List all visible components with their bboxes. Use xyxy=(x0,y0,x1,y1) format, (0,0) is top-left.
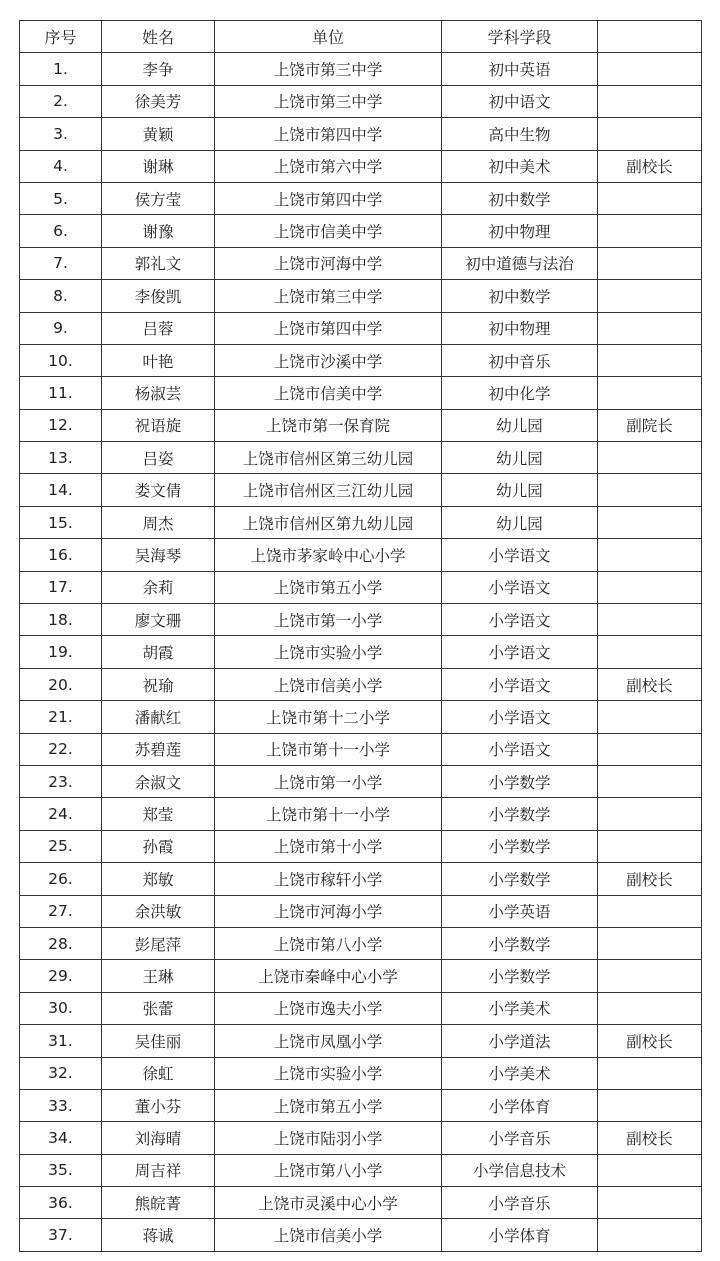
cell-subject: 小学体育 xyxy=(442,1089,598,1121)
cell-subject: 初中美术 xyxy=(442,150,598,182)
cell-note: 副院长 xyxy=(598,409,702,441)
cell-subject: 初中语文 xyxy=(442,85,598,117)
cell-name: 廖文珊 xyxy=(102,604,215,636)
cell-name: 叶艳 xyxy=(102,344,215,376)
roster-table xyxy=(19,20,702,1252)
cell-note xyxy=(598,992,702,1024)
table-row xyxy=(20,1219,702,1251)
table-row xyxy=(20,863,702,895)
cell-unit: 上饶市第六中学 xyxy=(215,150,442,182)
cell-subject: 初中英语 xyxy=(442,53,598,85)
cell-unit: 上饶市信州区三江幼儿园 xyxy=(215,474,442,506)
cell-name: 徐美芳 xyxy=(102,85,215,117)
table-row xyxy=(20,571,702,603)
cell-no: 19. xyxy=(20,636,102,668)
table-row xyxy=(20,474,702,506)
cell-note xyxy=(598,830,702,862)
cell-unit: 上饶市信美小学 xyxy=(215,1219,442,1251)
cell-name: 董小芬 xyxy=(102,1089,215,1121)
cell-no: 36. xyxy=(20,1187,102,1219)
cell-subject: 小学语文 xyxy=(442,539,598,571)
cell-subject: 小学语文 xyxy=(442,636,598,668)
cell-name: 郭礼文 xyxy=(102,247,215,279)
cell-name: 李俊凯 xyxy=(102,280,215,312)
cell-name: 熊皖菁 xyxy=(102,1187,215,1219)
cell-note xyxy=(598,344,702,376)
cell-note: 副校长 xyxy=(598,150,702,182)
cell-subject: 小学数学 xyxy=(442,798,598,830)
cell-note xyxy=(598,247,702,279)
cell-subject: 小学数学 xyxy=(442,863,598,895)
cell-unit: 上饶市第四中学 xyxy=(215,182,442,214)
cell-name: 蒋诚 xyxy=(102,1219,215,1251)
cell-name: 祝语旋 xyxy=(102,409,215,441)
cell-unit: 上饶市信美中学 xyxy=(215,215,442,247)
cell-note xyxy=(598,280,702,312)
cell-unit: 上饶市河海小学 xyxy=(215,895,442,927)
cell-subject: 初中化学 xyxy=(442,377,598,409)
cell-no: 3. xyxy=(20,118,102,150)
table-row xyxy=(20,150,702,182)
cell-name: 周吉祥 xyxy=(102,1154,215,1186)
cell-note xyxy=(598,733,702,765)
cell-name: 谢豫 xyxy=(102,215,215,247)
cell-note xyxy=(598,1057,702,1089)
table-row xyxy=(20,280,702,312)
cell-no: 8. xyxy=(20,280,102,312)
cell-subject: 小学体育 xyxy=(442,1219,598,1251)
cell-subject: 初中物理 xyxy=(442,215,598,247)
cell-name: 娄文倩 xyxy=(102,474,215,506)
cell-name: 祝瑜 xyxy=(102,668,215,700)
cell-no: 37. xyxy=(20,1219,102,1251)
table-row xyxy=(20,604,702,636)
cell-note xyxy=(598,927,702,959)
cell-note xyxy=(598,539,702,571)
cell-note xyxy=(598,636,702,668)
cell-no: 28. xyxy=(20,927,102,959)
cell-unit: 上饶市实验小学 xyxy=(215,1057,442,1089)
cell-subject: 初中数学 xyxy=(442,280,598,312)
cell-subject: 初中道德与法治 xyxy=(442,247,598,279)
cell-no: 9. xyxy=(20,312,102,344)
cell-unit: 上饶市第四中学 xyxy=(215,312,442,344)
cell-unit: 上饶市河海中学 xyxy=(215,247,442,279)
cell-note xyxy=(598,765,702,797)
table-row xyxy=(20,733,702,765)
cell-unit: 上饶市第十一小学 xyxy=(215,798,442,830)
cell-note xyxy=(598,474,702,506)
cell-no: 11. xyxy=(20,377,102,409)
cell-subject: 小学数学 xyxy=(442,765,598,797)
table-row xyxy=(20,377,702,409)
cell-unit: 上饶市灵溪中心小学 xyxy=(215,1187,442,1219)
cell-subject: 幼儿园 xyxy=(442,474,598,506)
cell-name: 李争 xyxy=(102,53,215,85)
cell-name: 吕姿 xyxy=(102,442,215,474)
table-row xyxy=(20,247,702,279)
table-row xyxy=(20,927,702,959)
cell-subject: 初中物理 xyxy=(442,312,598,344)
cell-unit: 上饶市陆羽小学 xyxy=(215,1122,442,1154)
table-row xyxy=(20,312,702,344)
cell-no: 31. xyxy=(20,1025,102,1057)
table-row xyxy=(20,765,702,797)
cell-name: 余洪敏 xyxy=(102,895,215,927)
cell-no: 33. xyxy=(20,1089,102,1121)
cell-unit: 上饶市第三中学 xyxy=(215,280,442,312)
cell-note: 副校长 xyxy=(598,668,702,700)
cell-note xyxy=(598,442,702,474)
cell-note xyxy=(598,960,702,992)
table-row xyxy=(20,506,702,538)
cell-no: 29. xyxy=(20,960,102,992)
cell-unit: 上饶市第五小学 xyxy=(215,571,442,603)
cell-no: 32. xyxy=(20,1057,102,1089)
cell-note xyxy=(598,377,702,409)
table-row xyxy=(20,344,702,376)
cell-no: 4. xyxy=(20,150,102,182)
table-row xyxy=(20,1154,702,1186)
cell-name: 吕蓉 xyxy=(102,312,215,344)
cell-name: 余淑文 xyxy=(102,765,215,797)
table-row xyxy=(20,539,702,571)
cell-name: 黄颖 xyxy=(102,118,215,150)
cell-name: 吴佳丽 xyxy=(102,1025,215,1057)
cell-subject: 小学美术 xyxy=(442,1057,598,1089)
table-row xyxy=(20,798,702,830)
cell-name: 周杰 xyxy=(102,506,215,538)
cell-note xyxy=(598,215,702,247)
cell-no: 1. xyxy=(20,53,102,85)
table-row xyxy=(20,895,702,927)
cell-name: 郑莹 xyxy=(102,798,215,830)
cell-note xyxy=(598,571,702,603)
cell-subject: 幼儿园 xyxy=(442,409,598,441)
cell-unit: 上饶市第十小学 xyxy=(215,830,442,862)
cell-no: 24. xyxy=(20,798,102,830)
cell-name: 吴海琴 xyxy=(102,539,215,571)
cell-subject: 小学信息技术 xyxy=(442,1154,598,1186)
cell-subject: 幼儿园 xyxy=(442,506,598,538)
cell-no: 12. xyxy=(20,409,102,441)
cell-unit: 上饶市第十二小学 xyxy=(215,701,442,733)
cell-no: 34. xyxy=(20,1122,102,1154)
header-unit: 单位 xyxy=(215,21,442,53)
cell-note xyxy=(598,701,702,733)
table-row xyxy=(20,442,702,474)
cell-no: 10. xyxy=(20,344,102,376)
cell-note xyxy=(598,1089,702,1121)
cell-name: 余莉 xyxy=(102,571,215,603)
cell-note xyxy=(598,182,702,214)
table-row xyxy=(20,118,702,150)
cell-unit: 上饶市茅家岭中心小学 xyxy=(215,539,442,571)
cell-subject: 初中数学 xyxy=(442,182,598,214)
cell-unit: 上饶市信州区第三幼儿园 xyxy=(215,442,442,474)
cell-subject: 小学数学 xyxy=(442,960,598,992)
cell-note xyxy=(598,895,702,927)
cell-note xyxy=(598,312,702,344)
cell-note: 副校长 xyxy=(598,863,702,895)
cell-no: 13. xyxy=(20,442,102,474)
cell-no: 30. xyxy=(20,992,102,1024)
cell-unit: 上饶市第五小学 xyxy=(215,1089,442,1121)
cell-note xyxy=(598,798,702,830)
cell-unit: 上饶市信美小学 xyxy=(215,668,442,700)
cell-no: 22. xyxy=(20,733,102,765)
cell-note: 副校长 xyxy=(598,1025,702,1057)
cell-note xyxy=(598,118,702,150)
cell-no: 16. xyxy=(20,539,102,571)
cell-unit: 上饶市逸夫小学 xyxy=(215,992,442,1024)
table-row xyxy=(20,830,702,862)
cell-no: 20. xyxy=(20,668,102,700)
cell-name: 胡霞 xyxy=(102,636,215,668)
cell-unit: 上饶市信州区第九幼儿园 xyxy=(215,506,442,538)
cell-unit: 上饶市第一保育院 xyxy=(215,409,442,441)
cell-name: 徐虹 xyxy=(102,1057,215,1089)
cell-note: 副校长 xyxy=(598,1122,702,1154)
cell-no: 14. xyxy=(20,474,102,506)
cell-note xyxy=(598,53,702,85)
cell-note xyxy=(598,1219,702,1251)
cell-unit: 上饶市信美中学 xyxy=(215,377,442,409)
cell-name: 侯方莹 xyxy=(102,182,215,214)
table-row xyxy=(20,1025,702,1057)
cell-no: 6. xyxy=(20,215,102,247)
cell-no: 17. xyxy=(20,571,102,603)
table-row xyxy=(20,992,702,1024)
cell-name: 杨淑芸 xyxy=(102,377,215,409)
cell-no: 18. xyxy=(20,604,102,636)
cell-unit: 上饶市第八小学 xyxy=(215,1154,442,1186)
cell-no: 7. xyxy=(20,247,102,279)
table-row xyxy=(20,1187,702,1219)
cell-unit: 上饶市实验小学 xyxy=(215,636,442,668)
table-row xyxy=(20,182,702,214)
cell-unit: 上饶市第十一小学 xyxy=(215,733,442,765)
cell-no: 27. xyxy=(20,895,102,927)
cell-subject: 小学音乐 xyxy=(442,1122,598,1154)
table-row xyxy=(20,636,702,668)
cell-subject: 小学语文 xyxy=(442,571,598,603)
header-row xyxy=(20,21,702,53)
cell-no: 2. xyxy=(20,85,102,117)
cell-name: 刘海晴 xyxy=(102,1122,215,1154)
table-row xyxy=(20,1089,702,1121)
cell-subject: 小学语文 xyxy=(442,733,598,765)
cell-subject: 小学语文 xyxy=(442,604,598,636)
cell-no: 35. xyxy=(20,1154,102,1186)
roster-body xyxy=(20,53,702,1251)
cell-subject: 小学数学 xyxy=(442,927,598,959)
cell-subject: 小学数学 xyxy=(442,830,598,862)
cell-note xyxy=(598,85,702,117)
cell-subject: 初中音乐 xyxy=(442,344,598,376)
table-row xyxy=(20,215,702,247)
cell-no: 26. xyxy=(20,863,102,895)
cell-subject: 小学道法 xyxy=(442,1025,598,1057)
cell-unit: 上饶市第一小学 xyxy=(215,765,442,797)
cell-subject: 幼儿园 xyxy=(442,442,598,474)
cell-no: 25. xyxy=(20,830,102,862)
cell-subject: 小学音乐 xyxy=(442,1187,598,1219)
header-name: 姓名 xyxy=(102,21,215,53)
table-row xyxy=(20,960,702,992)
cell-note xyxy=(598,1187,702,1219)
cell-note xyxy=(598,604,702,636)
cell-name: 潘献红 xyxy=(102,701,215,733)
cell-note xyxy=(598,506,702,538)
header-subject: 学科学段 xyxy=(442,21,598,53)
table-row xyxy=(20,1057,702,1089)
table-row xyxy=(20,668,702,700)
header-no: 序号 xyxy=(20,21,102,53)
cell-unit: 上饶市凤凰小学 xyxy=(215,1025,442,1057)
cell-unit: 上饶市第一小学 xyxy=(215,604,442,636)
cell-name: 谢琳 xyxy=(102,150,215,182)
cell-subject: 小学语文 xyxy=(442,701,598,733)
header-note xyxy=(598,21,702,53)
table-row xyxy=(20,85,702,117)
cell-no: 23. xyxy=(20,765,102,797)
cell-no: 5. xyxy=(20,182,102,214)
cell-unit: 上饶市第四中学 xyxy=(215,118,442,150)
table-row xyxy=(20,409,702,441)
cell-note xyxy=(598,1154,702,1186)
cell-subject: 小学语文 xyxy=(442,668,598,700)
cell-unit: 上饶市稼轩小学 xyxy=(215,863,442,895)
cell-no: 21. xyxy=(20,701,102,733)
cell-no: 15. xyxy=(20,506,102,538)
cell-unit: 上饶市第八小学 xyxy=(215,927,442,959)
cell-name: 张蕾 xyxy=(102,992,215,1024)
cell-subject: 高中生物 xyxy=(442,118,598,150)
cell-subject: 小学美术 xyxy=(442,992,598,1024)
cell-subject: 小学英语 xyxy=(442,895,598,927)
cell-name: 郑敏 xyxy=(102,863,215,895)
table-row xyxy=(20,1122,702,1154)
cell-name: 王琳 xyxy=(102,960,215,992)
cell-unit: 上饶市第三中学 xyxy=(215,85,442,117)
cell-name: 苏碧莲 xyxy=(102,733,215,765)
cell-unit: 上饶市第三中学 xyxy=(215,53,442,85)
cell-unit: 上饶市沙溪中学 xyxy=(215,344,442,376)
table-row xyxy=(20,701,702,733)
cell-unit: 上饶市秦峰中心小学 xyxy=(215,960,442,992)
cell-name: 彭尾萍 xyxy=(102,927,215,959)
cell-name: 孙霞 xyxy=(102,830,215,862)
table-row xyxy=(20,53,702,85)
